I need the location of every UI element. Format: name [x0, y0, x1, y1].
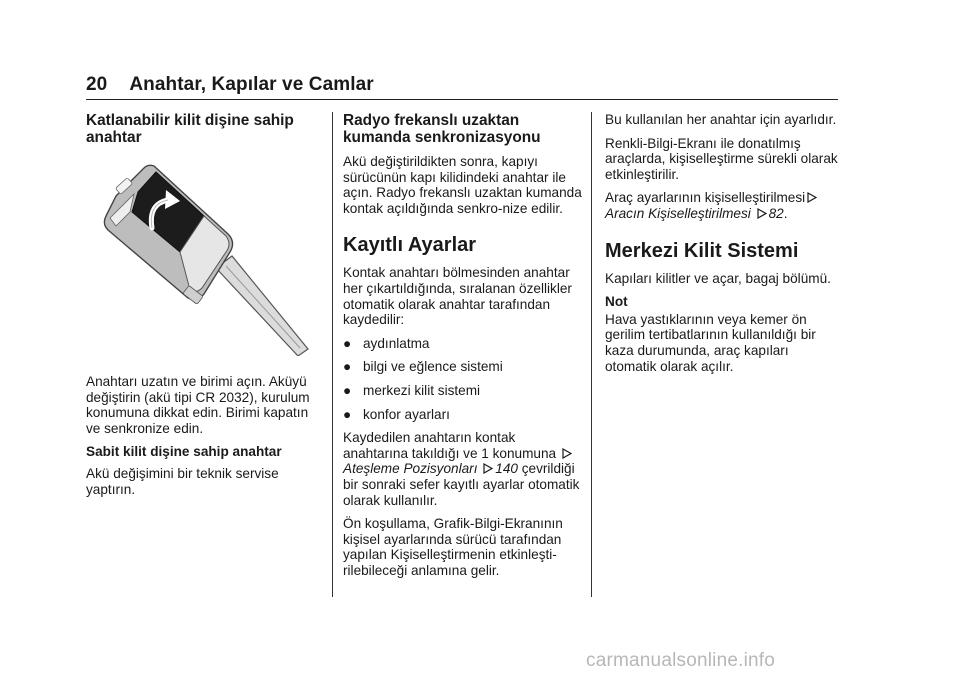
cross-reference-icon	[562, 448, 572, 459]
central-locking-text: Kapıları kilitler ve açar, bagaj bölümü.	[605, 270, 831, 286]
column-1	[86, 112, 322, 505]
preconditioning-text: Ön koşullama, Grafik-Bilgi-Ekranının kişisel ayarlarında sürücü tarafından yapılan Kişiselleştirmenin etkinleşti-rilebileceği anlamına gelir.	[343, 516, 563, 578]
column-2	[343, 112, 583, 586]
bullet-dot: ●	[343, 406, 352, 422]
section-title-central-locking: Merkezi Kilit Sistemi	[605, 239, 799, 262]
list-item-text: aydınlatma	[363, 335, 430, 351]
subheading-fixed-key: Sabit kilit dişine sahip anahtar	[86, 444, 282, 460]
ignition-reference-text: Kaydedilen anahtarın kontak anahtarına takıldığı ve 1 konumuna Ateşleme Pozisyonları 140 çevrildiği bir sonraki sefer kayıtlı ayarlar otomatik olarak kullanılır.	[343, 430, 580, 508]
remote-sync-text: Akü değiştirildikten sonra, kapıyı sürücünün kapı kilidindeki anahtar ile açın. Radyo frekanslı uzaktan kumanda kontak açıldığında senkro-nize edilir.	[343, 154, 582, 216]
watermark: carmanualsonline.info	[586, 650, 776, 671]
service-text: Akü değişimini bir teknik servise yaptırın.	[86, 465, 279, 497]
note-label: Not	[605, 294, 628, 310]
page-reference[interactable]: 82	[768, 205, 784, 221]
column-divider-1	[332, 112, 333, 597]
cross-reference-icon	[483, 463, 493, 474]
list-item-text: merkezi kilit sistemi	[363, 382, 481, 398]
ignition-positions-link[interactable]: Ateşleme Pozisyonları	[343, 461, 478, 477]
section-title-saved-settings: Kayıtlı Ayarlar	[343, 234, 477, 257]
vehicle-personalization-link[interactable]: Aracın Kişiselleştirilmesi	[605, 205, 751, 221]
header-rule	[86, 99, 838, 100]
page-number: 20	[86, 74, 108, 95]
personalization-reference-text: Araç ayarlarının kişiselleştirilmesi Aracın Kişiselleştirilmesi 82.	[605, 190, 841, 221]
cross-reference-icon	[807, 192, 817, 203]
per-key-text: Bu kullanılan her anahtar için ayarlıdır.	[605, 112, 837, 127]
bullet-dot: ●	[343, 335, 352, 351]
list-item-text: bilgi ve eğlence sistemi	[363, 359, 503, 375]
page-header	[86, 74, 374, 96]
list-item	[343, 383, 583, 399]
folding-key-illustration	[86, 156, 322, 356]
battery-replacement-text: Anahtarı uzatın ve birimi açın. Aküyü değiştirin (akü tipi CR 2032), kurulum konumuna dikkat edin. Birimi kapatın ve senkronize edin.	[86, 374, 310, 436]
cross-reference-icon	[757, 208, 767, 219]
bullet-dot: ●	[343, 359, 352, 375]
list-item	[343, 359, 583, 375]
list-item	[343, 407, 583, 423]
page-reference[interactable]: 140	[495, 461, 518, 477]
bullet-dot: ●	[343, 382, 352, 398]
list-item-text: konfor ayarları	[363, 406, 450, 422]
column-3	[605, 112, 841, 382]
color-display-text: Renkli-Bilgi-Ekranı ile donatılmış araçlarda, kişiselleştirme sürekli olarak etkinleştirilir.	[605, 135, 838, 182]
list-item	[343, 336, 583, 352]
section-heading-folding-key: Katlanabilir kilit dişine sahip anahtar	[86, 112, 294, 146]
chapter-title: Anahtar, Kapılar ve Camlar	[129, 74, 374, 95]
section-heading-remote-sync: Radyo frekanslı uzaktan kumanda senkronizasyonu	[343, 112, 541, 146]
column-divider-2	[591, 112, 592, 597]
note-text: Hava yastıklarının veya kemer ön gerilim tertibatlarının kullanıldığı bir kaza durumunda, araç kapıları otomatik olarak açılır.	[605, 311, 816, 374]
saved-settings-intro: Kontak anahtarı bölmesinden anahtar her çıkartıldığında, sıralanan özellikler otomatik olarak anahtar tarafından kaydedilir:	[343, 265, 572, 328]
